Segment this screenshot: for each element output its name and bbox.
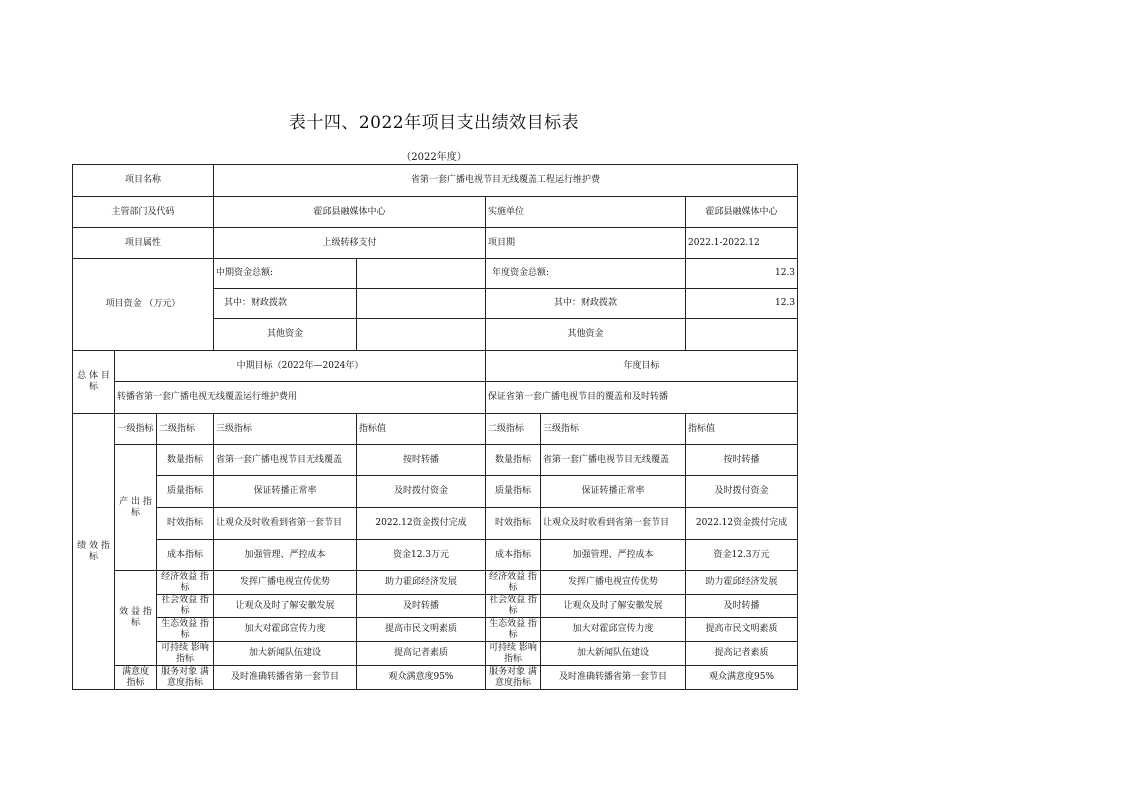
cell-level2-b: 服务对象 满意度指标 xyxy=(486,666,541,690)
label-impl-unit: 实施单位 xyxy=(486,197,686,228)
cell-value: 助力霍邱经济发展 xyxy=(357,571,486,595)
cell-level3: 发挥广播电视宣传优势 xyxy=(214,571,357,595)
cell-level3-b: 及时准确转播省第一套节目 xyxy=(541,666,686,690)
table-row xyxy=(73,642,798,666)
row-goals-text xyxy=(73,382,798,414)
cell-level2-b: 生态效益 指标 xyxy=(486,618,541,642)
row-funds-total xyxy=(73,259,798,289)
table-row xyxy=(73,618,798,642)
cell-value: 2022.12资金拨付完成 xyxy=(357,508,486,540)
cell-level3-b: 让观众及时收看到省第一套节目 xyxy=(541,508,686,540)
cell-value-b: 提高市民文明素质 xyxy=(686,618,798,642)
cell-level3: 省第一套广播电视节目无线覆盖 xyxy=(214,445,357,476)
value-mid-other xyxy=(357,319,486,351)
cell-level2: 质量指标 xyxy=(157,476,214,508)
label-output-indicators: 产 出 指 标 xyxy=(115,445,157,571)
table-row xyxy=(73,666,798,690)
label-attr: 项目属性 xyxy=(73,228,214,259)
text-year-goal: 保证省第一套广播电视节目的覆盖和及时转播 xyxy=(486,382,798,414)
cell-value-b: 按时转播 xyxy=(686,445,798,476)
table-row xyxy=(73,508,798,540)
label-mid-total: 中期资金总额: xyxy=(214,259,357,289)
label-mid-other: 其他资金 xyxy=(214,319,357,351)
cell-level2-b: 成本指标 xyxy=(486,540,541,571)
cell-level2-b: 可持续 影响指标 xyxy=(486,642,541,666)
label-period: 项目期 xyxy=(486,228,686,259)
cell-value-b: 及时拨付资金 xyxy=(686,476,798,508)
header-mid-goal: 中期目标（2022年—2024年） xyxy=(115,351,486,382)
label-dept: 主管部门及代码 xyxy=(73,197,214,228)
header-level3-b: 三级指标 xyxy=(541,414,686,445)
cell-level3-b: 发挥广播电视宣传优势 xyxy=(541,571,686,595)
label-performance-indicators: 绩 效 指 标 xyxy=(73,414,115,690)
label-funds: 项目资金 （万元） xyxy=(73,259,214,351)
value-impl-unit: 霍邱县融媒体中心 xyxy=(686,197,798,228)
cell-level2: 数量指标 xyxy=(157,445,214,476)
cell-level3: 让观众及时了解安徽发展 xyxy=(214,595,357,618)
cell-value: 及时转播 xyxy=(357,595,486,618)
value-project-name: 省第一套广播电视节目无线覆盖工程运行维护费 xyxy=(214,165,798,197)
value-mid-fiscal xyxy=(357,289,486,319)
header-value: 指标值 xyxy=(357,414,486,445)
table-row xyxy=(73,595,798,618)
label-benefit-indicators: 效 益 指 标 xyxy=(115,571,157,666)
cell-level3: 保证转播正常率 xyxy=(214,476,357,508)
text-mid-goal: 转播省第一套广播电视无线覆盖运行维护费用 xyxy=(115,382,486,414)
label-satisfaction-indicators: 满意度 指标 xyxy=(115,666,157,690)
label-overall-goals: 总 体 目 标 xyxy=(73,351,115,414)
row-indicator-header xyxy=(73,414,798,445)
cell-level2: 成本指标 xyxy=(157,540,214,571)
cell-value: 提高市民文明素质 xyxy=(357,618,486,642)
table-row xyxy=(73,445,798,476)
value-year-total: 12.3 xyxy=(686,259,798,289)
label-year-fiscal: 其中：财政拨款 xyxy=(486,289,686,319)
cell-level2: 时效指标 xyxy=(157,508,214,540)
header-year-goal: 年度目标 xyxy=(486,351,798,382)
cell-value-b: 2022.12资金拨付完成 xyxy=(686,508,798,540)
row-goals-header xyxy=(73,351,798,382)
label-year-other: 其他资金 xyxy=(486,319,686,351)
cell-level3-b: 省第一套广播电视节目无线覆盖 xyxy=(541,445,686,476)
header-level1: 一级指标 xyxy=(115,414,157,445)
cell-value: 观众满意度95% xyxy=(357,666,486,690)
cell-level3: 加大对霍邱宣传力度 xyxy=(214,618,357,642)
cell-level2: 生态效益 指标 xyxy=(157,618,214,642)
cell-level3-b: 加大新闻队伍建设 xyxy=(541,642,686,666)
label-project-name: 项目名称 xyxy=(73,165,214,197)
header-value-b: 指标值 xyxy=(686,414,798,445)
cell-level3-b: 加大对霍邱宣传力度 xyxy=(541,618,686,642)
cell-level3-b: 保证转播正常率 xyxy=(541,476,686,508)
cell-level2-b: 数量指标 xyxy=(486,445,541,476)
table-row xyxy=(73,540,798,571)
table-row xyxy=(73,476,798,508)
cell-level2-b: 社会效益 指标 xyxy=(486,595,541,618)
label-mid-fiscal: 其中：财政拨款 xyxy=(214,289,357,319)
cell-value-b: 助力霍邱经济发展 xyxy=(686,571,798,595)
header-level3: 三级指标 xyxy=(214,414,357,445)
table-row xyxy=(73,571,798,595)
row-project-name xyxy=(73,165,798,197)
cell-level2-b: 经济效益 指标 xyxy=(486,571,541,595)
value-year-fiscal: 12.3 xyxy=(686,289,798,319)
value-mid-total xyxy=(357,259,486,289)
cell-level2-b: 质量指标 xyxy=(486,476,541,508)
cell-level2-b: 时效指标 xyxy=(486,508,541,540)
performance-goal-table xyxy=(72,164,798,690)
page-subtitle: （2022年度） xyxy=(401,152,467,163)
cell-value: 资金12.3万元 xyxy=(357,540,486,571)
row-attr xyxy=(73,228,798,259)
cell-level3: 加强管理、严控成本 xyxy=(214,540,357,571)
header-level2: 二级指标 xyxy=(157,414,214,445)
cell-level3: 加大新闻队伍建设 xyxy=(214,642,357,666)
cell-level2: 经济效益 指标 xyxy=(157,571,214,595)
cell-value-b: 资金12.3万元 xyxy=(686,540,798,571)
cell-level3: 及时准确转播省第一套节目 xyxy=(214,666,357,690)
row-dept xyxy=(73,197,798,228)
label-year-total: 年度资金总额: xyxy=(486,259,686,289)
cell-value: 及时拨付资金 xyxy=(357,476,486,508)
cell-level2: 可持续 影响指标 xyxy=(157,642,214,666)
value-year-other xyxy=(686,319,798,351)
page-title: 表十四、2022年项目支出绩效目标表 xyxy=(288,113,580,133)
cell-level3-b: 让观众及时了解安徽发展 xyxy=(541,595,686,618)
value-attr: 上级转移支付 xyxy=(214,228,486,259)
cell-level3: 让观众及时收看到省第一套节目 xyxy=(214,508,357,540)
cell-value-b: 及时转播 xyxy=(686,595,798,618)
value-period: 2022.1-2022.12 xyxy=(686,228,798,259)
cell-level3-b: 加强管理、严控成本 xyxy=(541,540,686,571)
cell-value: 按时转播 xyxy=(357,445,486,476)
cell-level2: 服务对象 满意度指标 xyxy=(157,666,214,690)
cell-value-b: 提高记者素质 xyxy=(686,642,798,666)
cell-value: 提高记者素质 xyxy=(357,642,486,666)
cell-level2: 社会效益 指标 xyxy=(157,595,214,618)
cell-value-b: 观众满意度95% xyxy=(686,666,798,690)
header-level2-b: 二级指标 xyxy=(486,414,541,445)
value-dept: 霍邱县融媒体中心 xyxy=(214,197,486,228)
